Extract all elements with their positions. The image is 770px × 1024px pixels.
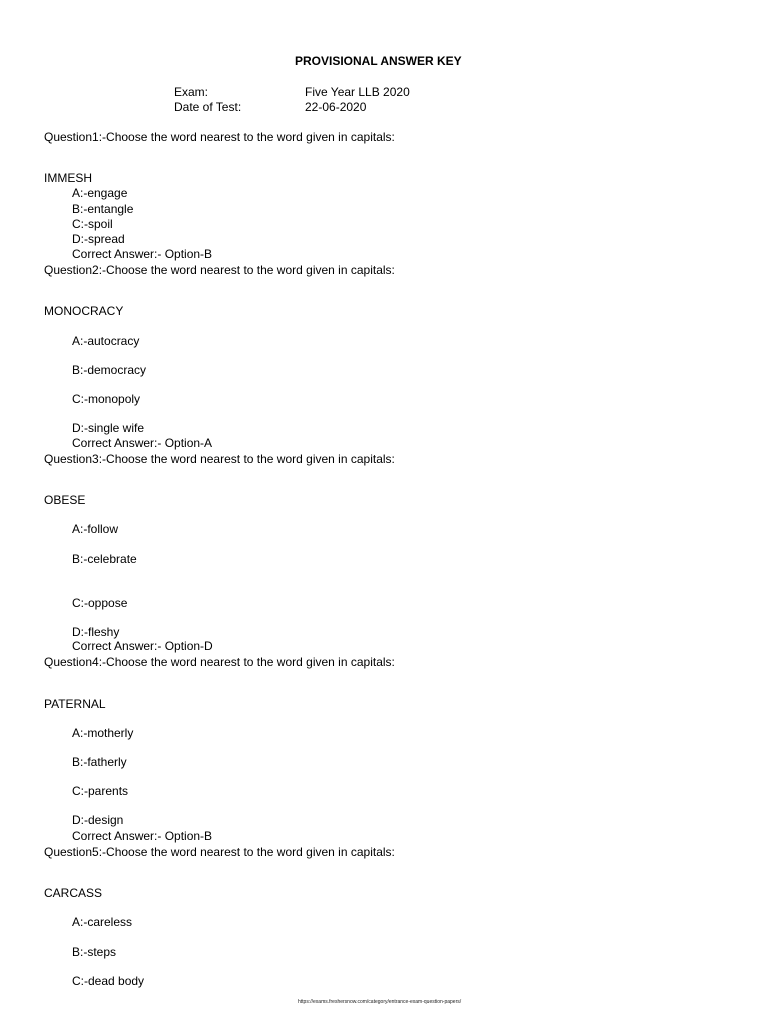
question-word: IMMESH [44, 171, 92, 185]
option-c: C:-oppose [72, 596, 128, 610]
option-d: D:-fleshy [72, 625, 120, 639]
option-c: C:-monopoly [72, 392, 141, 406]
exam-value: Five Year LLB 2020 [305, 85, 410, 99]
option-a: A:-autocracy [72, 334, 140, 348]
question-prompt: Question5:-Choose the word nearest to the word given in capitals: [44, 845, 395, 859]
question-word: OBESE [44, 493, 86, 507]
correct-answer: Correct Answer:- Option-D [72, 639, 213, 653]
option-d: D:-spread [72, 232, 125, 246]
footer-url[interactable]: https://exams.freshersnow.com/category/entrance-exam-question-papers/ [298, 999, 462, 1005]
date-label: Date of Test: [174, 100, 242, 114]
correct-answer: Correct Answer:- Option-B [72, 829, 213, 843]
correct-answer: Correct Answer:- Option-A [72, 436, 213, 450]
question-prompt: Question4:-Choose the word nearest to the word given in capitals: [44, 655, 395, 669]
option-b: B:-steps [72, 945, 117, 959]
option-b: B:-fatherly [72, 755, 127, 769]
option-a: A:-follow [72, 522, 119, 536]
option-b: B:-democracy [72, 363, 147, 377]
option-d: D:-single wife [72, 421, 145, 435]
option-b: B:-entangle [72, 202, 134, 216]
option-c: C:-dead body [72, 974, 145, 988]
option-d: D:-design [72, 813, 124, 827]
question-word: CARCASS [44, 886, 103, 900]
date-value: 22-06-2020 [305, 100, 367, 114]
correct-answer: Correct Answer:- Option-B [72, 247, 213, 261]
option-a: A:-engage [72, 186, 128, 200]
option-a: A:-careless [72, 915, 133, 929]
option-c: C:-spoil [72, 217, 113, 231]
question-word: MONOCRACY [44, 304, 124, 318]
question-prompt: Question1:-Choose the word nearest to the word given in capitals: [44, 130, 395, 144]
option-a: A:-motherly [72, 726, 134, 740]
option-b: B:-celebrate [72, 552, 137, 566]
option-c: C:-parents [72, 784, 129, 798]
exam-label: Exam: [174, 85, 209, 99]
question-prompt: Question3:-Choose the word nearest to the word given in capitals: [44, 452, 395, 466]
question-word: PATERNAL [44, 697, 106, 711]
question-prompt: Question2:-Choose the word nearest to the word given in capitals: [44, 263, 395, 277]
page-title: PROVISIONAL ANSWER KEY [295, 54, 462, 68]
